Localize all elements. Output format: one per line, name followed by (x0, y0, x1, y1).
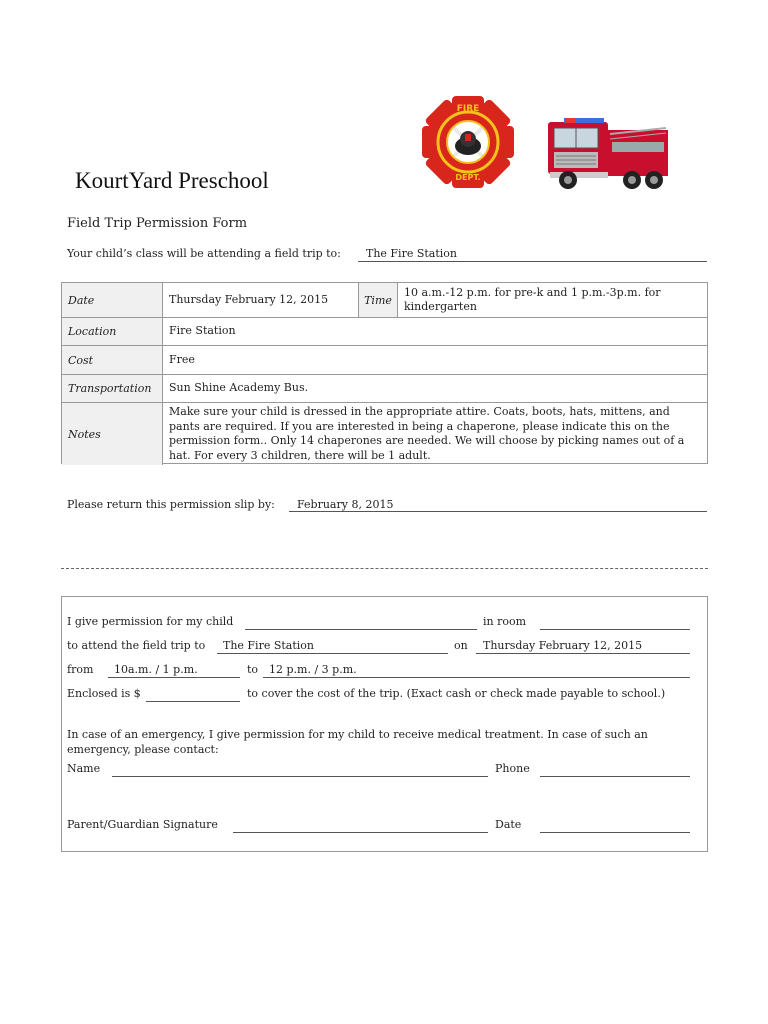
fire-truck-icon (546, 114, 674, 194)
logo-text-top: FIRE (456, 104, 480, 114)
child-name-field[interactable] (245, 629, 477, 630)
logo-text-bottom: DEPT. (455, 173, 481, 182)
intro-label: Your child’s class will be attending a field trip to: (67, 247, 341, 260)
permission-slip (61, 596, 708, 852)
form-title: Field Trip Permission Form (67, 216, 248, 231)
intro-destination: The Fire Station (366, 247, 458, 260)
permission-label: I give permission for my child (67, 615, 234, 628)
signature-date-label: Date (495, 818, 522, 831)
date-value: Thursday February 12, 2015 (169, 292, 329, 306)
signature-label: Parent/Guardian Signature (67, 818, 218, 831)
room-field[interactable] (540, 629, 690, 630)
table-row-cost (62, 346, 707, 375)
date-label: Date (62, 283, 163, 317)
time-label: Time (358, 283, 398, 317)
notes-value: Make sure your child is dressed in the appropriate attire. Coats, boots, hats, mittens, and pants are required. If you are interested in being a chaperone, please indicate this on the permission form.. Only 14 chaperones are needed. We will choose by picking names out of a hat. For every 3 children, there will be 1 adult. (169, 405, 685, 462)
table-row-notes (62, 403, 707, 465)
time-value: 10 a.m.-12 p.m. for pre-k and 1 p.m.-3p.m. for kindergarten (404, 285, 661, 313)
intro-field-line (358, 261, 707, 262)
details-table (61, 282, 708, 464)
phone-field[interactable] (540, 776, 690, 777)
transportation-label: Transportation (62, 375, 163, 402)
from-label: from (67, 663, 94, 676)
from-time-value: 10a.m. / 1 p.m. (114, 663, 198, 676)
destination-value: The Fire Station (223, 639, 315, 652)
amount-field[interactable] (146, 701, 240, 702)
table-row-location (62, 318, 707, 346)
trip-date-value: Thursday February 12, 2015 (483, 639, 643, 652)
destination-field[interactable] (217, 653, 448, 654)
signature-field[interactable] (233, 832, 488, 833)
on-label: on (454, 639, 468, 652)
table-row-transportation (62, 375, 707, 403)
attend-label: to attend the field trip to (67, 639, 206, 652)
phone-label: Phone (495, 762, 530, 775)
location-value: Fire Station (169, 324, 236, 338)
transportation-value: Sun Shine Academy Bus. (169, 381, 309, 395)
cost-label: Cost (62, 346, 163, 374)
return-date: February 8, 2015 (297, 498, 394, 511)
school-name: KourtYard Preschool (75, 168, 269, 193)
to-label: to (247, 663, 259, 676)
to-time-value: 12 p.m. / 3 p.m. (269, 663, 357, 676)
fire-dept-badge-icon (420, 94, 516, 190)
location-label: Location (62, 318, 163, 345)
trip-date-field[interactable] (476, 653, 690, 654)
to-time-field[interactable] (263, 677, 690, 678)
table-row-date (62, 283, 707, 318)
notes-label: Notes (62, 403, 163, 465)
return-label: Please return this permission slip by: (67, 498, 275, 511)
emergency-text: In case of an emergency, I give permission for my child to receive medical treatment. In case of such an emergency, please contact: (67, 728, 648, 756)
enclosed-label: Enclosed is $ (67, 687, 141, 700)
contact-name-label: Name (67, 762, 101, 775)
cost-instructions: to cover the cost of the trip. (Exact cash or check made payable to school.) (247, 687, 666, 700)
from-time-field[interactable] (108, 677, 240, 678)
cost-value: Free (169, 352, 195, 366)
signature-date-field[interactable] (540, 832, 690, 833)
contact-name-field[interactable] (112, 776, 488, 777)
return-field-line (289, 511, 707, 512)
room-label: in room (483, 615, 527, 628)
cut-line (61, 568, 708, 569)
